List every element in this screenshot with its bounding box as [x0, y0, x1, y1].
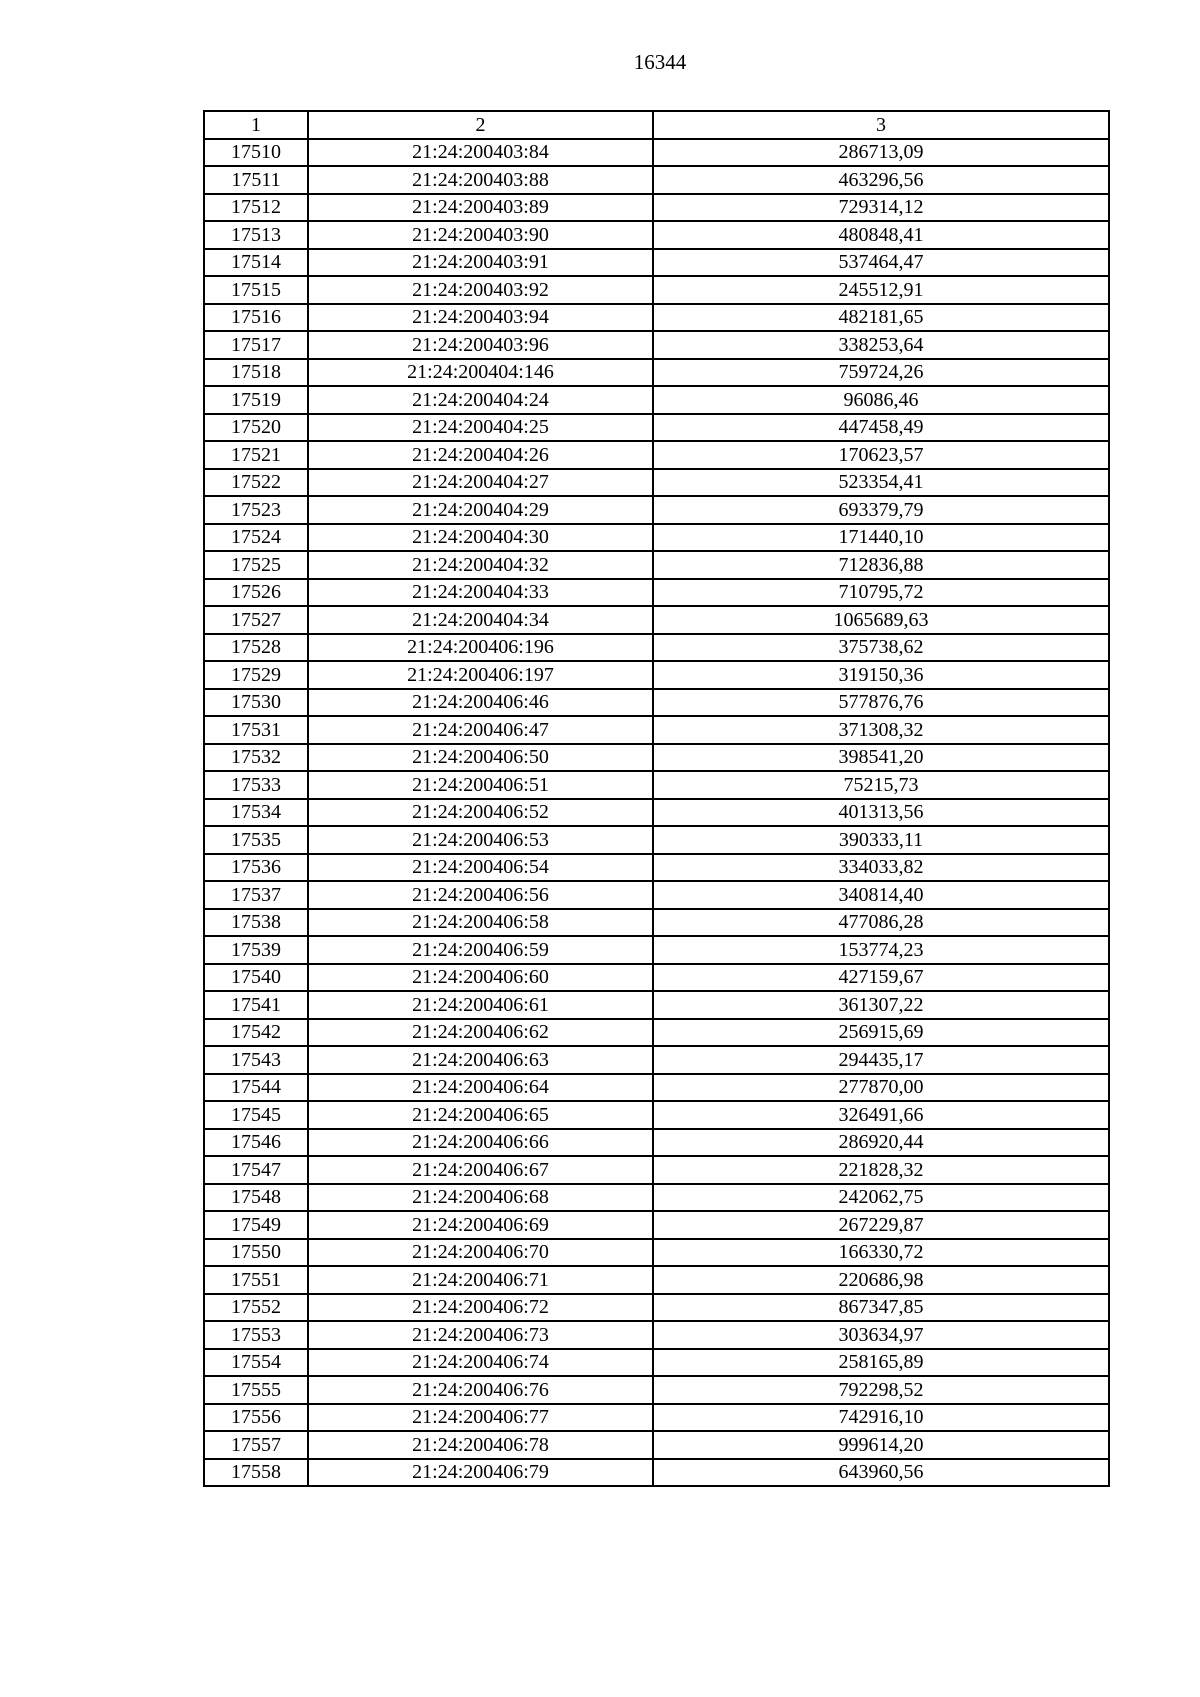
cadastral-number-cell: 21:24:200406:53: [308, 826, 653, 854]
cadastral-number-cell: 21:24:200406:51: [308, 771, 653, 799]
row-number-cell: 17523: [204, 496, 308, 524]
cadastral-number-cell: 21:24:200404:25: [308, 414, 653, 442]
value-cell: 537464,47: [653, 249, 1109, 277]
row-number-cell: 17524: [204, 524, 308, 552]
value-cell: 326491,66: [653, 1101, 1109, 1129]
row-number-cell: 17541: [204, 991, 308, 1019]
row-number-cell: 17550: [204, 1239, 308, 1267]
value-cell: 480848,41: [653, 221, 1109, 249]
row-number-cell: 17511: [204, 166, 308, 194]
cadastral-number-cell: 21:24:200403:84: [308, 139, 653, 167]
table-row: [204, 881, 1109, 909]
table-header: [204, 111, 1109, 139]
cadastral-number-cell: 21:24:200406:196: [308, 634, 653, 662]
cadastral-number-cell: 21:24:200404:26: [308, 441, 653, 469]
row-number-cell: 17531: [204, 716, 308, 744]
table-row: [204, 1046, 1109, 1074]
table-body: [204, 139, 1109, 1487]
cadastral-number-cell: 21:24:200403:96: [308, 331, 653, 359]
value-cell: 1065689,63: [653, 606, 1109, 634]
table-row: [204, 249, 1109, 277]
row-number-cell: 17529: [204, 661, 308, 689]
table-row: [204, 166, 1109, 194]
value-cell: 693379,79: [653, 496, 1109, 524]
value-cell: 303634,97: [653, 1321, 1109, 1349]
row-number-cell: 17520: [204, 414, 308, 442]
cadastral-number-cell: 21:24:200406:65: [308, 1101, 653, 1129]
value-cell: 171440,10: [653, 524, 1109, 552]
row-number-cell: 17536: [204, 854, 308, 882]
row-number-cell: 17556: [204, 1404, 308, 1432]
row-number-cell: 17549: [204, 1211, 308, 1239]
value-cell: 401313,56: [653, 799, 1109, 827]
row-number-cell: 17527: [204, 606, 308, 634]
value-cell: 166330,72: [653, 1239, 1109, 1267]
table-row: [204, 1294, 1109, 1322]
table-row: [204, 1101, 1109, 1129]
table-row: [204, 826, 1109, 854]
cadastral-number-cell: 21:24:200406:50: [308, 744, 653, 772]
table-row: [204, 551, 1109, 579]
table-row: [204, 304, 1109, 332]
table-row: [204, 1266, 1109, 1294]
header-row: [204, 111, 1109, 139]
table-row: [204, 139, 1109, 167]
row-number-cell: 17552: [204, 1294, 308, 1322]
table-row: [204, 744, 1109, 772]
cadastral-number-cell: 21:24:200406:63: [308, 1046, 653, 1074]
value-cell: 170623,57: [653, 441, 1109, 469]
value-cell: 792298,52: [653, 1376, 1109, 1404]
row-number-cell: 17557: [204, 1431, 308, 1459]
cadastral-number-cell: 21:24:200403:92: [308, 276, 653, 304]
cadastral-number-cell: 21:24:200406:78: [308, 1431, 653, 1459]
cadastral-number-cell: 21:24:200404:29: [308, 496, 653, 524]
row-number-cell: 17542: [204, 1019, 308, 1047]
value-cell: 867347,85: [653, 1294, 1109, 1322]
value-cell: 463296,56: [653, 166, 1109, 194]
row-number-cell: 17522: [204, 469, 308, 497]
row-number-cell: 17554: [204, 1349, 308, 1377]
table-row: [204, 689, 1109, 717]
table-row: [204, 524, 1109, 552]
value-cell: 256915,69: [653, 1019, 1109, 1047]
cadastral-number-cell: 21:24:200406:66: [308, 1129, 653, 1157]
row-number-cell: 17533: [204, 771, 308, 799]
table-row: [204, 414, 1109, 442]
cadastral-number-cell: 21:24:200406:47: [308, 716, 653, 744]
value-cell: 221828,32: [653, 1156, 1109, 1184]
value-cell: 375738,62: [653, 634, 1109, 662]
value-cell: 447458,49: [653, 414, 1109, 442]
table-row: [204, 1459, 1109, 1487]
table-row: [204, 1074, 1109, 1102]
row-number-cell: 17521: [204, 441, 308, 469]
cadastral-number-cell: 21:24:200404:27: [308, 469, 653, 497]
table-row: [204, 771, 1109, 799]
table-row: [204, 1349, 1109, 1377]
table-row: [204, 469, 1109, 497]
cadastral-number-cell: 21:24:200404:24: [308, 386, 653, 414]
row-number-cell: 17528: [204, 634, 308, 662]
table-row: [204, 496, 1109, 524]
cadastral-number-cell: 21:24:200403:89: [308, 194, 653, 222]
value-cell: 742916,10: [653, 1404, 1109, 1432]
table-row: [204, 909, 1109, 937]
cadastral-number-cell: 21:24:200404:34: [308, 606, 653, 634]
row-number-cell: 17525: [204, 551, 308, 579]
value-cell: 340814,40: [653, 881, 1109, 909]
row-number-cell: 17510: [204, 139, 308, 167]
value-cell: 712836,88: [653, 551, 1109, 579]
value-cell: 267229,87: [653, 1211, 1109, 1239]
row-number-cell: 17519: [204, 386, 308, 414]
value-cell: 361307,22: [653, 991, 1109, 1019]
table-row: [204, 331, 1109, 359]
row-number-cell: 17514: [204, 249, 308, 277]
column-header-3: 3: [653, 111, 1109, 139]
value-cell: 96086,46: [653, 386, 1109, 414]
value-cell: 319150,36: [653, 661, 1109, 689]
row-number-cell: 17540: [204, 964, 308, 992]
cadastral-number-cell: 21:24:200406:77: [308, 1404, 653, 1432]
column-header-2: 2: [308, 111, 653, 139]
cadastral-number-cell: 21:24:200406:60: [308, 964, 653, 992]
cadastral-number-cell: 21:24:200406:69: [308, 1211, 653, 1239]
row-number-cell: 17532: [204, 744, 308, 772]
cadastral-number-cell: 21:24:200403:88: [308, 166, 653, 194]
value-cell: 286713,09: [653, 139, 1109, 167]
value-cell: 643960,56: [653, 1459, 1109, 1487]
cadastral-number-cell: 21:24:200403:90: [308, 221, 653, 249]
cadastral-number-cell: 21:24:200406:64: [308, 1074, 653, 1102]
row-number-cell: 17512: [204, 194, 308, 222]
row-number-cell: 17544: [204, 1074, 308, 1102]
value-cell: 427159,67: [653, 964, 1109, 992]
value-cell: 153774,23: [653, 936, 1109, 964]
row-number-cell: 17555: [204, 1376, 308, 1404]
row-number-cell: 17547: [204, 1156, 308, 1184]
value-cell: 577876,76: [653, 689, 1109, 717]
table-row: [204, 221, 1109, 249]
table-row: [204, 854, 1109, 882]
cadastral-number-cell: 21:24:200404:33: [308, 579, 653, 607]
value-cell: 220686,98: [653, 1266, 1109, 1294]
value-cell: 245512,91: [653, 276, 1109, 304]
table-row: [204, 276, 1109, 304]
row-number-cell: 17537: [204, 881, 308, 909]
value-cell: 338253,64: [653, 331, 1109, 359]
value-cell: 334033,82: [653, 854, 1109, 882]
cadastral-number-cell: 21:24:200406:76: [308, 1376, 653, 1404]
cadastral-number-cell: 21:24:200406:58: [308, 909, 653, 937]
cadastral-number-cell: 21:24:200406:72: [308, 1294, 653, 1322]
cadastral-number-cell: 21:24:200406:61: [308, 991, 653, 1019]
value-cell: 729314,12: [653, 194, 1109, 222]
row-number-cell: 17530: [204, 689, 308, 717]
table-row: [204, 386, 1109, 414]
cadastral-number-cell: 21:24:200406:71: [308, 1266, 653, 1294]
row-number-cell: 17558: [204, 1459, 308, 1487]
value-cell: 999614,20: [653, 1431, 1109, 1459]
cadastral-number-cell: 21:24:200406:46: [308, 689, 653, 717]
row-number-cell: 17548: [204, 1184, 308, 1212]
cadastral-number-cell: 21:24:200406:74: [308, 1349, 653, 1377]
cadastral-number-cell: 21:24:200406:54: [308, 854, 653, 882]
value-cell: 242062,75: [653, 1184, 1109, 1212]
cadastral-number-cell: 21:24:200406:73: [308, 1321, 653, 1349]
table-row: [204, 1211, 1109, 1239]
row-number-cell: 17551: [204, 1266, 308, 1294]
table-row: [204, 716, 1109, 744]
table-row: [204, 1156, 1109, 1184]
table-row: [204, 1184, 1109, 1212]
cadastral-number-cell: 21:24:200404:30: [308, 524, 653, 552]
cadastral-number-cell: 21:24:200403:94: [308, 304, 653, 332]
row-number-cell: 17546: [204, 1129, 308, 1157]
table-row: [204, 1239, 1109, 1267]
value-cell: 398541,20: [653, 744, 1109, 772]
cadastral-number-cell: 21:24:200404:146: [308, 359, 653, 387]
table-row: [204, 991, 1109, 1019]
data-table: [203, 110, 1110, 1487]
table-row: [204, 936, 1109, 964]
table-row: [204, 606, 1109, 634]
value-cell: 523354,41: [653, 469, 1109, 497]
table-row: [204, 964, 1109, 992]
row-number-cell: 17553: [204, 1321, 308, 1349]
table-row: [204, 1129, 1109, 1157]
row-number-cell: 17518: [204, 359, 308, 387]
cadastral-number-cell: 21:24:200406:68: [308, 1184, 653, 1212]
table-row: [204, 1404, 1109, 1432]
cadastral-number-cell: 21:24:200406:79: [308, 1459, 653, 1487]
cadastral-number-cell: 21:24:200406:56: [308, 881, 653, 909]
table-row: [204, 1321, 1109, 1349]
row-number-cell: 17526: [204, 579, 308, 607]
value-cell: 710795,72: [653, 579, 1109, 607]
cadastral-number-cell: 21:24:200404:32: [308, 551, 653, 579]
table-row: [204, 799, 1109, 827]
table-row: [204, 1376, 1109, 1404]
value-cell: 277870,00: [653, 1074, 1109, 1102]
row-number-cell: 17534: [204, 799, 308, 827]
table-row: [204, 579, 1109, 607]
column-header-1: 1: [204, 111, 308, 139]
row-number-cell: 17538: [204, 909, 308, 937]
row-number-cell: 17539: [204, 936, 308, 964]
row-number-cell: 17545: [204, 1101, 308, 1129]
value-cell: 482181,65: [653, 304, 1109, 332]
table-row: [204, 661, 1109, 689]
table-row: [204, 1431, 1109, 1459]
row-number-cell: 17535: [204, 826, 308, 854]
row-number-cell: 17543: [204, 1046, 308, 1074]
table-row: [204, 1019, 1109, 1047]
value-cell: 286920,44: [653, 1129, 1109, 1157]
cadastral-number-cell: 21:24:200406:197: [308, 661, 653, 689]
table-row: [204, 441, 1109, 469]
cadastral-number-cell: 21:24:200406:70: [308, 1239, 653, 1267]
cadastral-number-cell: 21:24:200406:62: [308, 1019, 653, 1047]
table-row: [204, 359, 1109, 387]
row-number-cell: 17515: [204, 276, 308, 304]
cadastral-number-cell: 21:24:200403:91: [308, 249, 653, 277]
value-cell: 75215,73: [653, 771, 1109, 799]
row-number-cell: 17513: [204, 221, 308, 249]
value-cell: 294435,17: [653, 1046, 1109, 1074]
table-row: [204, 634, 1109, 662]
row-number-cell: 17516: [204, 304, 308, 332]
cadastral-number-cell: 21:24:200406:67: [308, 1156, 653, 1184]
row-number-cell: 17517: [204, 331, 308, 359]
value-cell: 477086,28: [653, 909, 1109, 937]
value-cell: 759724,26: [653, 359, 1109, 387]
table-row: [204, 194, 1109, 222]
page-number: 16344: [633, 50, 687, 74]
cadastral-number-cell: 21:24:200406:59: [308, 936, 653, 964]
value-cell: 371308,32: [653, 716, 1109, 744]
value-cell: 390333,11: [653, 826, 1109, 854]
cadastral-number-cell: 21:24:200406:52: [308, 799, 653, 827]
value-cell: 258165,89: [653, 1349, 1109, 1377]
